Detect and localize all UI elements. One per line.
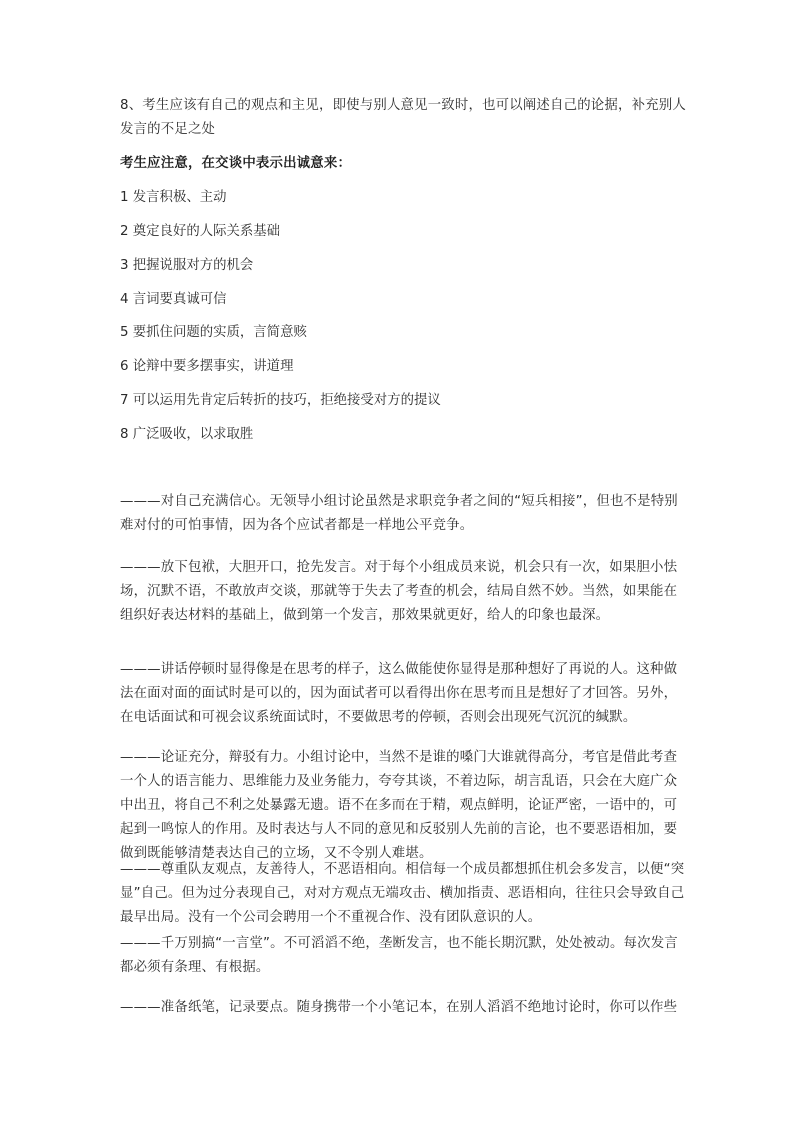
- tip-paragraph: ———尊重队友观点，友善待人，不恶语相向。相信每一个成员都想抓住机会多发言，以便“突显”自己。但为过分表现自己，对对方观点无端攻击、横加指责、恶语相向，往往只会导致自己最早出局。没有一个公司会聘用一个不重视合作、没有团队意识的人。: [120, 862, 685, 925]
- list-item: 6 论辩中要多摆事实，讲道理: [120, 359, 294, 374]
- tip-paragraph: ———论证充分，辩驳有力。小组讨论中，当然不是谁的嗓门大谁就得高分，考官是借此考查一个人的语言能力、思维能力及业务能力，夸夸其谈，不着边际，胡言乱语，只会在大庭广众中出丑，将自己不利之处暴露无遗。语不在多而在于精，观点鲜明，论证严密，一语中的，可起到一鸣惊人的作用。及时表达与人不同的意见和反驳别人先前的言论，也不要恶语相加，要做到既能够清楚表达自己的立场，又不令别人难堪。: [120, 750, 678, 861]
- list-item: 8 广泛吸收，以求取胜: [120, 427, 254, 442]
- list-item: 1 发言积极、主动: [120, 190, 227, 205]
- list-item: 5 要抓住问题的实质，言简意赅: [120, 325, 307, 340]
- list-item: 7 可以运用先肯定后转折的技巧，拒绝接受对方的提议: [120, 393, 441, 408]
- tip-paragraph: ———讲话停顿时显得像是在思考的样子，这么做能使你显得是那种想好了再说的人。这种做法在面对面的面试时是可以的，因为面试者可以看得出你在思考而且是想好了才回答。另外，在电话面试和可视会议系统面试时，不要做思考的停顿，否则会出现死气沉沉的缄默。: [120, 662, 678, 725]
- tip-paragraph: ———放下包袱，大胆开口，抢先发言。对于每个小组成员来说，机会只有一次，如果胆小怯场，沉默不语，不敢放声交谈，那就等于失去了考查的机会，结局自然不妙。当然，如果能在组织好表达材料的基础上，做到第一个发言，那效果就更好，给人的印象也最深。: [120, 560, 678, 623]
- list-item: 2 奠定良好的人际关系基础: [120, 224, 281, 239]
- tip-paragraph: ———千万别搞“一言堂”。不可滔滔不绝，垄断发言，也不能长期沉默，处处被动。每次发言都必须有条理、有根据。: [120, 936, 678, 975]
- tip-paragraph: ———对自己充满信心。无领导小组讨论虽然是求职竞争者之间的“短兵相接”，但也不是特别难对付的可怕事情，因为各个应试者都是一样地公平竞争。: [120, 494, 678, 533]
- section-heading: 考生应注意，在交谈中表示出诚意来：: [120, 156, 352, 171]
- list-item: 4 言词要真诚可信: [120, 292, 227, 307]
- list-item: 3 把握说服对方的机会: [120, 258, 254, 273]
- intro-paragraph: 8、考生应该有自己的观点和主见，即使与别人意见一致时，也可以阐述自己的论据，补充别人发言的不足之处: [120, 98, 686, 137]
- tip-paragraph: ———准备纸笔，记录要点。随身携带一个小笔记本，在别人滔滔不绝地讨论时，你可以作些: [120, 1000, 678, 1015]
